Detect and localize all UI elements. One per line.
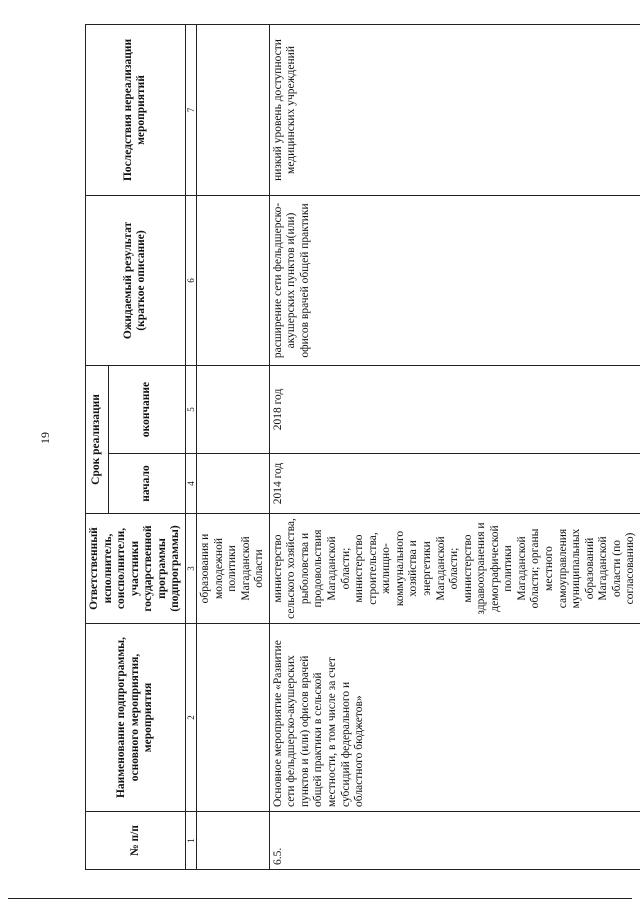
cell-empty	[196, 454, 269, 514]
header-consequences: Последствия нереализации мероприятий	[86, 24, 186, 195]
cell-executor: министерство сельского хозяйства, рыболовства и продовольствия Магаданской области; министерство строительства, жилищно-коммунального хозяйства и энергетики Магаданской области; министерство здравоохранения и демографической политики Магаданской области; органы местного самоуправления муниципальных образований Магаданской области (по согласованию)	[269, 514, 640, 624]
page-number: 19	[38, 432, 52, 444]
header-row-1	[86, 24, 109, 869]
cell-name: Основное мероприятие «Развитие сети фельдшерско-акушерских пунктов и (или) офисов врачей общей практики в сельской местности, в том числе за счет субсидий федерального и областного бюджетов»	[269, 624, 640, 812]
measures-table	[85, 24, 640, 870]
column-number: 3	[185, 514, 196, 624]
cell-num: 6.5.	[269, 812, 640, 870]
header-name: Наименование подпрограммы, основного мероприятия, мероприятия	[86, 624, 186, 812]
cell-start: 2014 год	[269, 454, 640, 514]
column-number: 5	[185, 365, 196, 453]
table-row-6-5	[269, 24, 640, 869]
cell-empty	[196, 812, 269, 870]
header-result: Ожидаемый результат (краткое описание)	[86, 195, 186, 365]
header-period: Срок реализации	[86, 365, 109, 513]
column-number: 2	[185, 624, 196, 812]
cell-empty	[196, 624, 269, 812]
header-end: окончание	[108, 365, 185, 453]
header-num: № п/п	[86, 812, 186, 870]
cell-end: 2018 год	[269, 365, 640, 453]
header-executor: Ответственный исполнитель, соисполнители, участники государственной программы (подпрограммы)	[86, 514, 186, 624]
column-number: 4	[185, 454, 196, 514]
continuation-row	[196, 24, 269, 869]
cell-consequences: низкий уровень доступности медицинских учреждений	[269, 24, 640, 195]
cell-empty	[196, 24, 269, 195]
rotated-table-container	[85, 25, 637, 870]
column-number: 1	[185, 812, 196, 870]
column-number: 6	[185, 195, 196, 365]
footer-divider	[8, 898, 632, 899]
column-number-row	[185, 24, 196, 869]
cell-result: расширение сети фельдшерско-акушерских пунктов и(или) офисов врачей общей практики	[269, 195, 640, 365]
cell-executor-continuation: образования и молодежной политики Магаданской области	[196, 514, 269, 624]
cell-empty	[196, 365, 269, 453]
header-start: начало	[108, 454, 185, 514]
column-number: 7	[185, 24, 196, 195]
cell-empty	[196, 195, 269, 365]
